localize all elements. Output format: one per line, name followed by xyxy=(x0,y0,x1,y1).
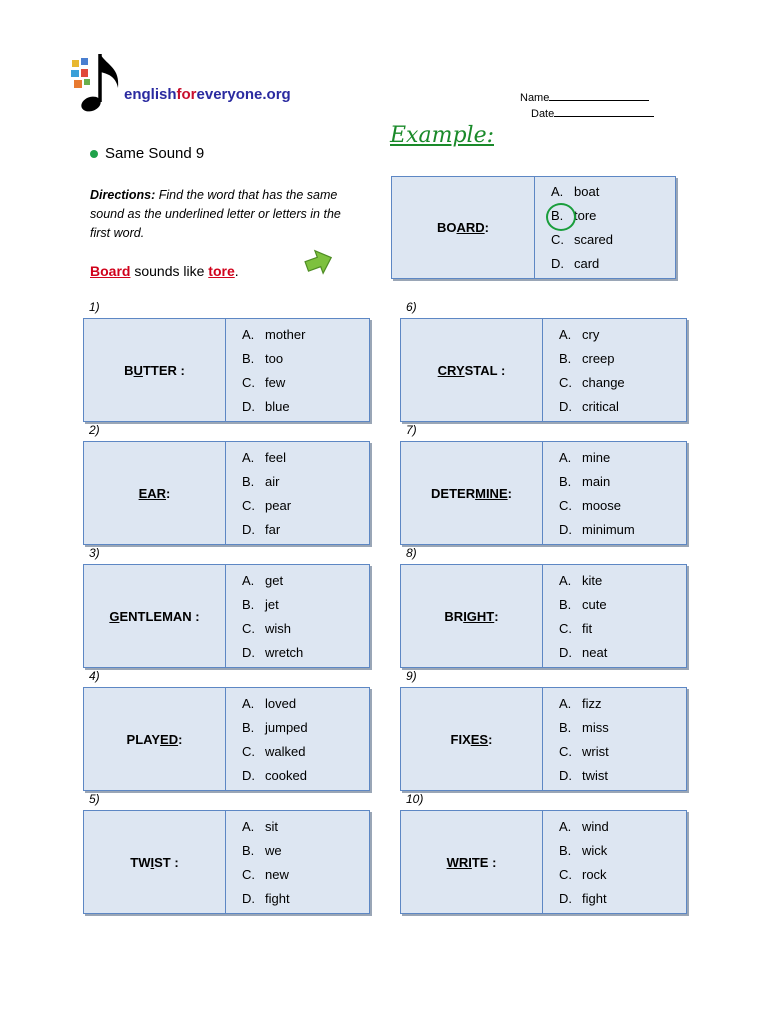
option-a[interactable] xyxy=(559,693,686,713)
option-text: change xyxy=(582,374,625,390)
option-text: pear xyxy=(265,497,292,513)
option-text: blue xyxy=(265,398,290,414)
option-letter: D. xyxy=(559,398,572,414)
date-field: Date xyxy=(531,106,654,120)
option-b[interactable] xyxy=(559,717,686,737)
option-text: fit xyxy=(582,620,593,636)
option-text: loved xyxy=(265,695,297,711)
site-brand: englishforeveryone.org xyxy=(124,86,291,103)
option-b[interactable] xyxy=(242,840,369,860)
question-word: TW I ST : xyxy=(84,811,226,913)
option-text: wind xyxy=(582,818,609,834)
option-letter: D. xyxy=(551,255,564,271)
option-letter: C. xyxy=(242,374,255,390)
option-c[interactable] xyxy=(559,741,686,761)
option-d[interactable] xyxy=(242,519,369,539)
option-letter: A. xyxy=(242,818,255,834)
name-field: Name xyxy=(520,90,649,104)
option-c[interactable] xyxy=(242,741,369,761)
option-text: boat xyxy=(574,184,600,200)
option-b[interactable] xyxy=(551,206,675,226)
option-letter: D. xyxy=(242,890,255,906)
option-text: main xyxy=(582,473,611,489)
option-letter: A. xyxy=(559,818,572,834)
option-text: walked xyxy=(265,743,306,759)
option-text: feel xyxy=(265,449,286,465)
question-number: 8) xyxy=(406,546,417,560)
option-text: minimum xyxy=(582,521,635,537)
option-text: wish xyxy=(265,620,292,636)
option-a[interactable] xyxy=(559,324,686,344)
option-letter: B. xyxy=(242,350,255,366)
question-word: B U TTER : xyxy=(84,319,226,421)
option-letter: A. xyxy=(242,695,255,711)
option-letter: B. xyxy=(551,208,574,223)
option-text: few xyxy=(265,374,286,390)
example-word: BO ARD : xyxy=(392,177,535,278)
option-b[interactable] xyxy=(559,348,686,368)
question-box xyxy=(83,564,370,668)
option-d[interactable] xyxy=(242,765,369,785)
question-word: DETER MINE : xyxy=(401,442,543,544)
option-text: cry xyxy=(582,326,600,342)
option-d[interactable] xyxy=(559,519,686,539)
option-c[interactable] xyxy=(242,372,369,392)
question-word: PLAY ED : xyxy=(84,688,226,790)
option-letter: B. xyxy=(242,719,255,735)
option-d[interactable] xyxy=(559,765,686,785)
option-text: neat xyxy=(582,644,608,660)
option-a[interactable] xyxy=(559,816,686,836)
option-letter: B. xyxy=(242,596,255,612)
option-letter: C. xyxy=(242,620,255,636)
option-c[interactable] xyxy=(559,372,686,392)
option-a[interactable] xyxy=(242,570,369,590)
option-letter: A. xyxy=(242,572,255,588)
option-c[interactable] xyxy=(242,864,369,884)
option-c[interactable] xyxy=(242,495,369,515)
question-number: 9) xyxy=(406,669,417,683)
question-box xyxy=(400,318,687,422)
option-letter: D. xyxy=(242,398,255,414)
option-b[interactable] xyxy=(559,840,686,860)
worksheet-title: Same Sound 9 xyxy=(90,145,204,162)
option-letter: B. xyxy=(559,719,572,735)
question-number: 6) xyxy=(406,300,417,314)
option-letter: C. xyxy=(559,497,572,513)
option-letter: B. xyxy=(559,842,572,858)
option-letter: D. xyxy=(559,767,572,783)
option-text: kite xyxy=(582,572,603,588)
option-b[interactable] xyxy=(242,471,369,491)
option-text: cooked xyxy=(265,767,307,783)
question-box xyxy=(400,810,687,914)
question-word: G ENTLEMAN : xyxy=(84,565,226,667)
question-number: 5) xyxy=(89,792,100,806)
option-a[interactable] xyxy=(559,447,686,467)
bullet-icon xyxy=(90,150,98,158)
option-letter: C. xyxy=(551,231,564,247)
option-a[interactable] xyxy=(242,693,369,713)
option-letter: A. xyxy=(559,326,572,342)
option-letter: C. xyxy=(559,620,572,636)
option-letter: D. xyxy=(242,767,255,783)
option-letter: B. xyxy=(559,473,572,489)
option-c[interactable] xyxy=(559,618,686,638)
option-b[interactable] xyxy=(559,471,686,491)
option-text: cute xyxy=(582,596,607,612)
option-letter: A. xyxy=(242,449,255,465)
option-b[interactable] xyxy=(242,594,369,614)
option-text: jet xyxy=(265,596,279,612)
option-text: scared xyxy=(574,231,614,247)
arrow-right-icon xyxy=(302,245,336,279)
option-d[interactable] xyxy=(559,888,686,908)
option-letter: D. xyxy=(242,521,255,537)
question-box xyxy=(83,687,370,791)
question-box xyxy=(83,318,370,422)
option-text: new xyxy=(265,866,289,882)
directions: Directions: Find the word that has the same sound as the underlined letter or letters in the first word. xyxy=(90,188,341,240)
option-c[interactable] xyxy=(559,864,686,884)
option-letter: B. xyxy=(559,350,572,366)
option-text: air xyxy=(265,473,280,489)
option-c[interactable] xyxy=(242,618,369,638)
question-word: CRY STAL : xyxy=(401,319,543,421)
option-letter: C. xyxy=(242,743,255,759)
option-letter: D. xyxy=(559,890,572,906)
option-a[interactable] xyxy=(242,816,369,836)
option-text: miss xyxy=(582,719,609,735)
question-word: BR IGHT : xyxy=(401,565,543,667)
question-number: 3) xyxy=(89,546,100,560)
example-box xyxy=(391,176,676,279)
option-text: jumped xyxy=(265,719,308,735)
option-letter: A. xyxy=(242,326,255,342)
question-box xyxy=(83,441,370,545)
question-box xyxy=(400,687,687,791)
option-text: wick xyxy=(582,842,608,858)
option-b[interactable] xyxy=(242,348,369,368)
option-a[interactable] xyxy=(551,182,675,202)
option-b[interactable] xyxy=(242,717,369,737)
option-d[interactable] xyxy=(551,253,675,273)
option-letter: C. xyxy=(559,866,572,882)
option-letter: D. xyxy=(559,521,572,537)
option-d[interactable] xyxy=(559,642,686,662)
question-box xyxy=(83,810,370,914)
option-d[interactable] xyxy=(559,396,686,416)
option-text: mine xyxy=(582,449,611,465)
option-letter: D. xyxy=(242,644,255,660)
option-d[interactable] xyxy=(242,396,369,416)
option-text: too xyxy=(265,350,284,366)
option-a[interactable] xyxy=(242,324,369,344)
option-text: fight xyxy=(582,890,607,906)
question-box xyxy=(400,564,687,668)
option-letter: C. xyxy=(242,866,255,882)
option-letter: C. xyxy=(559,374,572,390)
option-letter: A. xyxy=(559,572,572,588)
option-c[interactable] xyxy=(551,229,675,249)
option-text: far xyxy=(265,521,281,537)
option-letter: D. xyxy=(559,644,572,660)
music-note-icon xyxy=(68,50,128,120)
question-number: 1) xyxy=(89,300,100,314)
option-letter: B. xyxy=(242,473,255,489)
option-text: moose xyxy=(582,497,622,513)
option-letter: A. xyxy=(559,695,572,711)
option-text: wretch xyxy=(265,644,304,660)
example-label: Example: xyxy=(390,123,494,148)
option-letter: A. xyxy=(551,184,564,200)
option-text: critical xyxy=(582,398,619,414)
question-number: 10) xyxy=(406,792,424,806)
option-text: we xyxy=(265,842,282,858)
sounds-like-line: Board sounds like tore. xyxy=(90,263,239,279)
question-word: EAR : xyxy=(84,442,226,544)
option-text: get xyxy=(265,572,284,588)
option-letter: C. xyxy=(242,497,255,513)
option-d[interactable] xyxy=(242,642,369,662)
option-letter: B. xyxy=(242,842,255,858)
question-box xyxy=(400,441,687,545)
question-number: 2) xyxy=(89,423,100,437)
option-letter: B. xyxy=(559,596,572,612)
option-c[interactable] xyxy=(559,495,686,515)
option-text: card xyxy=(574,255,600,271)
option-letter: C. xyxy=(559,743,572,759)
option-letter: A. xyxy=(559,449,572,465)
option-text: fight xyxy=(265,890,290,906)
question-number: 7) xyxy=(406,423,417,437)
option-d[interactable] xyxy=(242,888,369,908)
option-b[interactable] xyxy=(559,594,686,614)
question-word: WRI TE : xyxy=(401,811,543,913)
option-text: rock xyxy=(582,866,607,882)
option-text: twist xyxy=(582,767,608,783)
option-text: tore xyxy=(574,208,597,224)
option-a[interactable] xyxy=(559,570,686,590)
option-a[interactable] xyxy=(242,447,369,467)
option-text: mother xyxy=(265,326,306,342)
option-text: creep xyxy=(582,350,615,366)
question-word: FIX ES : xyxy=(401,688,543,790)
option-text: wrist xyxy=(582,743,609,759)
option-text: sit xyxy=(265,818,278,834)
option-text: fizz xyxy=(582,695,602,711)
question-number: 4) xyxy=(89,669,100,683)
